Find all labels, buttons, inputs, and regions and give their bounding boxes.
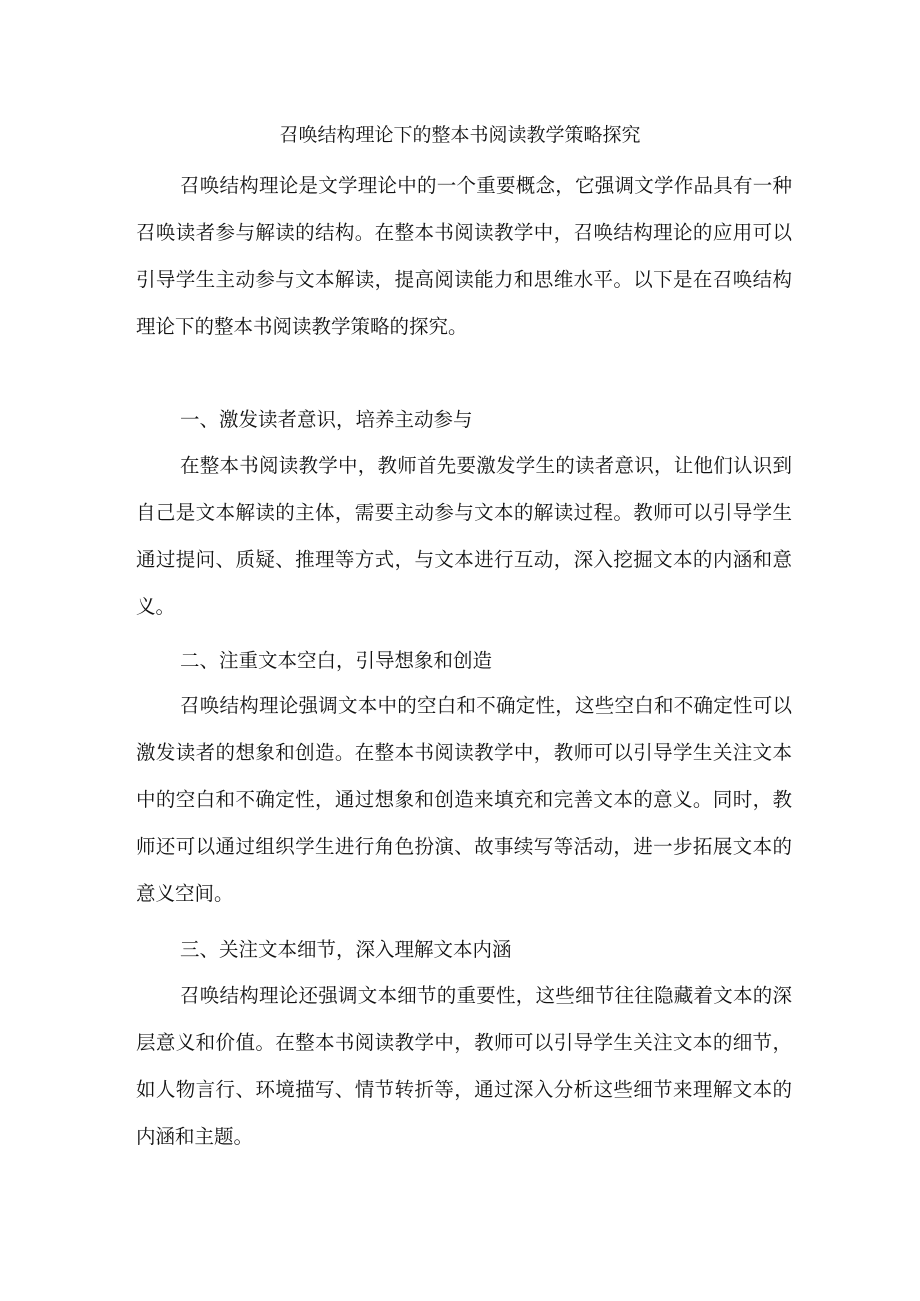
section-body-2: 召唤结构理论强调文本中的空白和不确定性，这些空白和不确定性可以激发读者的想象和创造。在整本书阅读教学中，教师可以引导学生关注文本中的空白和不确定性，通过想象和创造来填充和完善文本的意义。同时，教师还可以通过组织学生进行角色扮演、故事续写等活动，进一步拓展文本的意义空间。 — [136, 694, 792, 905]
section-body-3: 召唤结构理论还强调文本细节的重要性，这些细节往往隐藏着文本的深层意义和价值。在整本书阅读教学中，教师可以引导学生关注文本的细节，如人物言行、环境描写、情节转折等，通过深入分析这些细节来理解文本的内涵和主题。 — [136, 984, 792, 1148]
section-heading-2: 二、注重文本空白，引导想象和创造 — [180, 649, 493, 672]
document-title: 召唤结构理论下的整本书阅读教学策略探究 — [279, 124, 641, 146]
section-body-1: 在整本书阅读教学中，教师首先要激发学生的读者意识，让他们认识到自己是文本解读的主体，需要主动参与文本的解读过程。教师可以引导学生通过提问、质疑、推理等方式，与文本进行互动，深入挖掘文本的内涵和意义。 — [136, 454, 792, 618]
section-heading-1: 一、激发读者意识，培养主动参与 — [180, 408, 473, 431]
section-heading-3: 三、关注文本细节，深入理解文本内涵 — [180, 938, 512, 961]
intro-paragraph: 召唤结构理论是文学理论中的一个重要概念，它强调文学作品具有一种召唤读者参与解读的结构。在整本书阅读教学中，召唤结构理论的应用可以引导学生主动参与文本解读，提高阅读能力和思维水平。以下是在召唤结构理论下的整本书阅读教学策略的探究。 — [136, 174, 792, 338]
